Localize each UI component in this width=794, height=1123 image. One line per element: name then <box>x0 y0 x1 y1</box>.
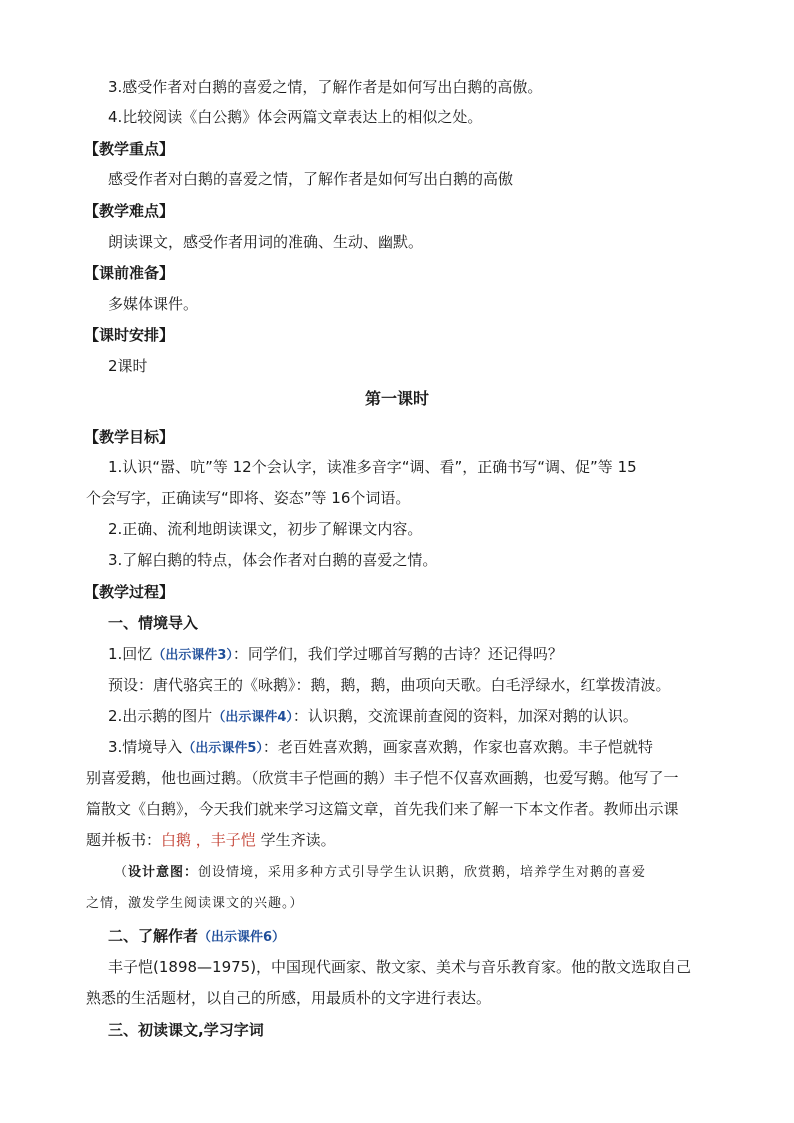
lesson-goal-2: 2.正确、流利地朗读课文，初步了解课文内容。 <box>108 520 423 538</box>
board-writing: 白鹅 ，丰子恺 <box>161 831 256 849</box>
step-3-text: 3.情境导入 <box>108 738 183 756</box>
goal-4: 4.比较阅读《白公鹅》体会两篇文章表达上的相似之处。 <box>108 108 483 126</box>
courseware-tag: （出示课件5） <box>182 741 263 756</box>
lesson-title: 第一课时 <box>364 389 429 408</box>
goal-3: 3.感受作者对白鹅的喜爱之情，了解作者是如何写出白鹅的高傲。 <box>108 78 543 96</box>
design-note-label: 设计意图： <box>128 865 199 880</box>
design-note-open: （ <box>114 865 129 880</box>
step-3 <box>108 737 740 759</box>
step-1 <box>108 644 740 666</box>
section-1-title: 一、情境导入 <box>108 614 199 632</box>
difficulty-heading: 【教学难点】 <box>84 202 175 220</box>
step-2 <box>108 706 740 728</box>
courseware-tag: （出示课件6） <box>198 930 286 945</box>
step-3-text-cont: ：老百姓喜欢鹅，画家喜欢鹅，作家也喜欢鹅。丰子恺就特 <box>262 738 653 756</box>
schedule-heading: 【课时安排】 <box>84 326 175 344</box>
step-3-line3: 篇散文《白鹅》，今天我们就来学习这篇文章，首先我们来了解一下本文作者。教师出示课 <box>86 800 679 818</box>
courseware-tag: （出示课件3） <box>152 648 233 663</box>
key-point-text: 感受作者对白鹅的喜爱之情，了解作者是如何写出白鹅的高傲 <box>108 170 514 188</box>
courseware-tag: （出示课件4） <box>212 710 293 725</box>
step-1-text: 1.回忆 <box>108 645 153 663</box>
step-3-line4-end: 学生齐读。 <box>255 831 336 849</box>
step-1-text-cont: ：同学们，我们学过哪首写鹅的古诗？还记得吗？ <box>232 645 563 663</box>
section-2-title <box>108 926 740 948</box>
lesson-goals-heading: 【教学目标】 <box>84 428 175 446</box>
process-heading: 【教学过程】 <box>84 583 175 601</box>
section-2-title-text: 二、了解作者 <box>108 927 199 945</box>
design-note-text: 创设情境，采用多种方式引导学生认识鹅，欣赏鹅，培养学生对鹅的喜爱 <box>198 865 647 880</box>
preparation-text: 多媒体课件。 <box>108 295 199 313</box>
step-3-line4-text: 题并板书： <box>86 831 162 849</box>
preparation-heading: 【课前准备】 <box>84 264 175 282</box>
design-note <box>114 863 746 883</box>
step-3-line4 <box>86 830 718 850</box>
lesson-goal-3: 3.了解白鹅的特点，体会作者对白鹅的喜爱之情。 <box>108 551 438 569</box>
section-3-title: 三、初读课文,学习字词 <box>108 1021 264 1039</box>
step-3-line2: 别喜爱鹅，他也画过鹅。（欣赏丰子恺画的鹅）丰子恺不仅喜欢画鹅，也爱写鹅。他写了一 <box>86 769 679 787</box>
schedule-text: 2课时 <box>108 357 148 375</box>
step-2-text: 2.出示鹅的图片 <box>108 707 213 725</box>
design-note-line2: 之情，激发学生阅读课文的兴趣。） <box>86 896 304 911</box>
difficulty-text: 朗读课文，感受作者用词的准确、生动、幽默。 <box>108 233 424 251</box>
step-1-preset: 预设：唐代骆宾王的《咏鹅》：鹅，鹅，鹅，曲项向天歌。白毛浮绿水，红掌拨清波。 <box>108 676 671 694</box>
author-line1: 丰子恺(1898—1975)，中国现代画家、散文家、美术与音乐教育家。他的散文选取自己 <box>108 958 692 976</box>
lesson-goal-1-line1: 1.认识“嚣、吭”等 12个会认字，读准多音字“调、看”，正确书写“调、促”等 15 <box>108 458 637 476</box>
lesson-goal-1-line2: 个会写字，正确读写“即将、姿态”等 16个词语。 <box>86 489 411 507</box>
author-line2: 熟悉的生活题材，以自己的所感，用最质朴的文字进行表达。 <box>86 989 492 1007</box>
key-point-heading: 【教学重点】 <box>84 140 175 158</box>
step-2-text-cont: ：认识鹅，交流课前查阅的资料，加深对鹅的认识。 <box>292 707 638 725</box>
